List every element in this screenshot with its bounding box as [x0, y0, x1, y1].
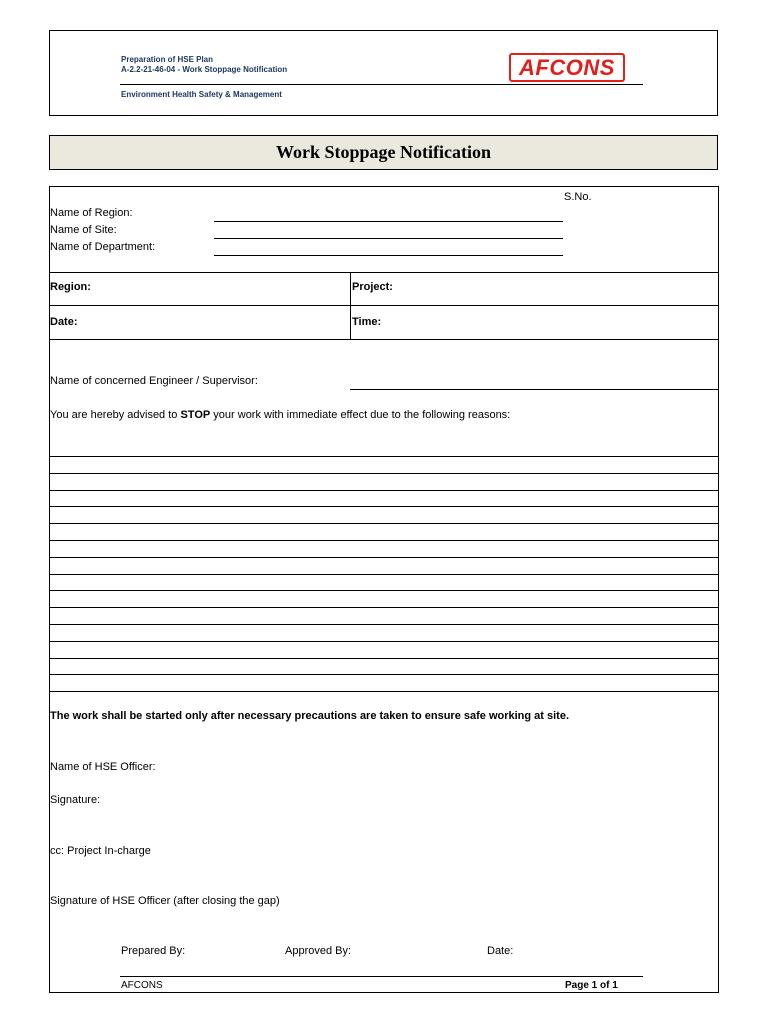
engineer-field[interactable]: [350, 389, 719, 390]
site-name-label: Name of Site:: [50, 224, 117, 236]
reason-line[interactable]: [49, 473, 719, 474]
closing-signature-label: Signature of HSE Officer (after closing the gap): [50, 895, 280, 907]
time-label: Time:: [352, 316, 382, 328]
logo-text: AFCONS: [519, 54, 615, 80]
region-name-field[interactable]: [214, 221, 563, 222]
region-name-label: Name of Region:: [50, 207, 133, 219]
date-label: Date:: [50, 316, 78, 328]
reason-line[interactable]: [49, 674, 719, 675]
hse-officer-label: Name of HSE Officer:: [50, 761, 156, 773]
header-department: Environment Health Safety & Management: [121, 90, 282, 99]
department-label: Name of Department:: [50, 241, 156, 253]
project-label: Project:: [352, 281, 393, 293]
page-number: Page 1 of 1: [565, 980, 618, 991]
header-plan-title: Preparation of HSE Plan: [121, 55, 214, 64]
site-name-field[interactable]: [214, 238, 563, 239]
reason-line[interactable]: [49, 523, 719, 524]
reason-line[interactable]: [49, 456, 719, 457]
advice-suffix: your work with immediate effect due to the following reasons:: [210, 409, 511, 421]
footer-divider: [120, 976, 643, 977]
reason-line[interactable]: [49, 557, 719, 558]
reason-line[interactable]: [49, 490, 719, 491]
approved-by-label: Approved By:: [285, 945, 352, 957]
sno-label: S.No.: [564, 191, 592, 203]
signature-label: Signature:: [50, 794, 101, 806]
page-title: Work Stoppage Notification: [275, 142, 491, 162]
afcons-logo: [509, 53, 625, 82]
reason-line[interactable]: [49, 574, 719, 575]
reason-line[interactable]: [49, 641, 719, 642]
reason-line[interactable]: [49, 590, 719, 591]
grid-mid-rule: [49, 305, 719, 306]
grid-top-rule: [49, 272, 719, 273]
reason-line[interactable]: [49, 540, 719, 541]
advice-prefix: You are hereby advised to: [50, 409, 181, 421]
reason-line[interactable]: [49, 624, 719, 625]
region-label: Region:: [50, 281, 91, 293]
prepared-by-label: Prepared By:: [121, 945, 186, 957]
precaution-note: The work shall be started only after necessary precautions are taken to ensure safe working at site.: [50, 710, 570, 722]
title-banner: [49, 135, 718, 170]
grid-column-divider: [350, 272, 351, 339]
reason-line[interactable]: [49, 607, 719, 608]
reason-line[interactable]: [49, 691, 719, 692]
reason-line[interactable]: [49, 658, 719, 659]
footer-company: AFCONS: [121, 980, 163, 991]
header-divider: [120, 84, 643, 85]
header-document-code: A-2.2-21-46-04 - Work Stoppage Notification: [121, 65, 288, 74]
advice-stop: STOP: [180, 409, 211, 421]
reason-line[interactable]: [49, 506, 719, 507]
advice-text: [50, 409, 510, 422]
cc-label: cc: Project In-charge: [50, 845, 151, 857]
engineer-label: Name of concerned Engineer / Supervisor:: [50, 375, 258, 387]
grid-bottom-rule: [49, 339, 719, 340]
footer-date-label: Date:: [487, 945, 514, 957]
department-field[interactable]: [214, 255, 563, 256]
